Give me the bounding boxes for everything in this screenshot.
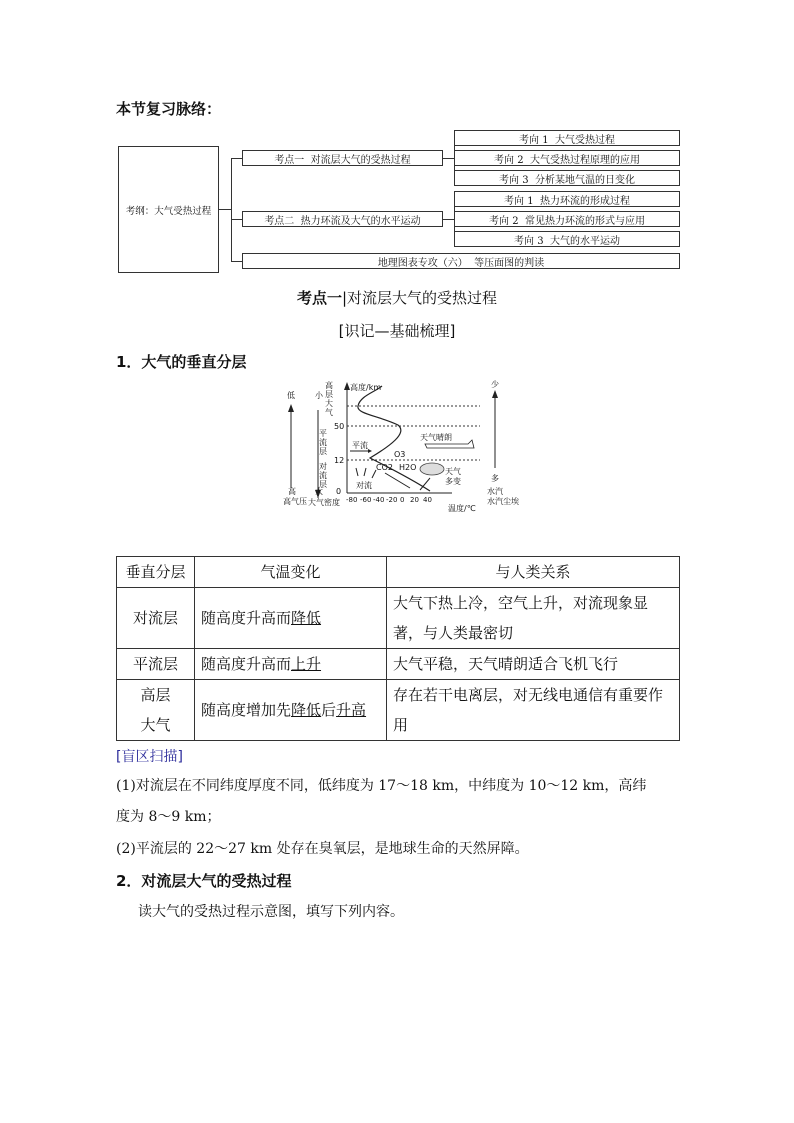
svg-text:流: 流 [319, 438, 327, 447]
svg-text:流: 流 [319, 471, 327, 480]
outline-point1: 考点一 对流层大气的受热过程 [242, 150, 443, 166]
label-high-pressure: 高气压 [283, 497, 307, 506]
section-heading: 考点一|对流层大气的受热过程 [296, 289, 498, 307]
table-header: 与人类关系 [387, 557, 680, 588]
label-vapor-1: 水汽 [487, 487, 503, 496]
label-high-pressure-1: 高 [288, 487, 296, 496]
outline-direction: 考向 3 分析某地气温的日变化 [454, 170, 680, 186]
layer-high-atmosphere: 高 [325, 381, 333, 390]
sub-heading: [识记—基础梳理] [338, 322, 456, 340]
label-stratosphere-flow: 平流 [352, 441, 368, 450]
blind-spot-note: 度为 8～9 km； [116, 809, 221, 825]
vertical-layer-table [116, 556, 680, 741]
x-tick: 40 [423, 496, 432, 504]
outline-direction: 考向 1 热力环流的形成过程 [454, 191, 680, 207]
blind-spot-label: [盲区扫描] [116, 749, 183, 765]
item2-text: 读大气的受热过程示意图，填写下列内容。 [138, 904, 404, 920]
svg-text:气: 气 [325, 408, 333, 417]
label-small: 小 [315, 391, 323, 400]
label-density: 大气密度 [308, 498, 340, 507]
svg-text:层: 层 [325, 390, 333, 399]
y-tick: 12 [334, 456, 345, 465]
label-convection: 对流 [356, 481, 372, 490]
outline-point2: 考点二 热力环流及大气的水平运动 [242, 211, 443, 227]
outline-direction: 考向 1 大气受热过程 [454, 130, 680, 146]
table-row: 平流层 随高度升高而上升 大气平稳，天气晴朗适合飞机飞行 [117, 649, 680, 680]
x-axis-label: 温度/℃ [448, 504, 476, 513]
table-row: 高层大气 随高度增加先降低后升高 存在若干电离层，对无线电通信有重要作用 [117, 680, 680, 741]
x-tick: -60 [360, 496, 372, 504]
table-row: 对流层 随高度升高而降低 大气下热上冷，空气上升，对流现象显著，与人类最密切 [117, 588, 680, 649]
item1-heading: 1．大气的垂直分层 [116, 353, 247, 371]
review-title: 本节复习脉络： [116, 100, 222, 118]
svg-text:层: 层 [319, 480, 327, 489]
cloud-icon [420, 463, 444, 475]
label-big: 大 [315, 487, 323, 496]
x-tick: 20 [410, 496, 419, 504]
label-more: 多 [491, 474, 499, 483]
label-h2o: H2O [399, 463, 417, 472]
blind-spot-note: (1)对流层在不同纬度厚度不同，低纬度为 17～18 km，中纬度为 10～12 km，高纬 [116, 778, 647, 794]
svg-text:层: 层 [319, 447, 327, 456]
label-o3: O3 [394, 450, 406, 459]
outline-direction: 考向 2 常见热力环流的形式与应用 [454, 211, 680, 227]
outline-map-topic: 地理图表专攻（六） 等压面图的判读 [242, 253, 680, 269]
layer-troposphere: 对 [319, 462, 327, 471]
table-header: 垂直分层 [117, 557, 195, 588]
x-tick: -20 [386, 496, 398, 504]
x-tick: -40 [373, 496, 385, 504]
x-tick: -80 [346, 496, 358, 504]
y-tick: 0 [336, 487, 342, 496]
label-clear-weather: 天气晴朗 [420, 433, 452, 442]
layer-stratosphere: 平 [319, 429, 327, 438]
blind-spot-note: (2)平流层的 22～27 km 处存在臭氧层，是地球生命的天然屏障。 [116, 841, 529, 857]
label-less: 少 [491, 380, 499, 389]
item2-heading: 2．对流层大气的受热过程 [116, 872, 292, 890]
y-axis-label: 高度/km [350, 383, 382, 392]
outline-direction: 考向 2 大气受热过程原理的应用 [454, 150, 680, 166]
table-header-row [117, 557, 680, 588]
y-tick: 50 [334, 422, 345, 431]
label-vapor: 水汽尘埃 [487, 497, 519, 506]
x-tick: 0 [400, 496, 405, 504]
outline-direction: 考向 3 大气的水平运动 [454, 231, 680, 247]
label-weather-change: 多变 [445, 477, 461, 486]
label-low: 低 [287, 391, 295, 400]
label-co2: CO2 [376, 463, 393, 472]
outline-root: 考纲：大气受热过程 [118, 146, 219, 273]
svg-text:大: 大 [325, 399, 333, 408]
label-weather-change-1: 天气 [445, 467, 461, 476]
atmosphere-layer-diagram [280, 378, 519, 516]
table-header: 气温变化 [195, 557, 387, 588]
